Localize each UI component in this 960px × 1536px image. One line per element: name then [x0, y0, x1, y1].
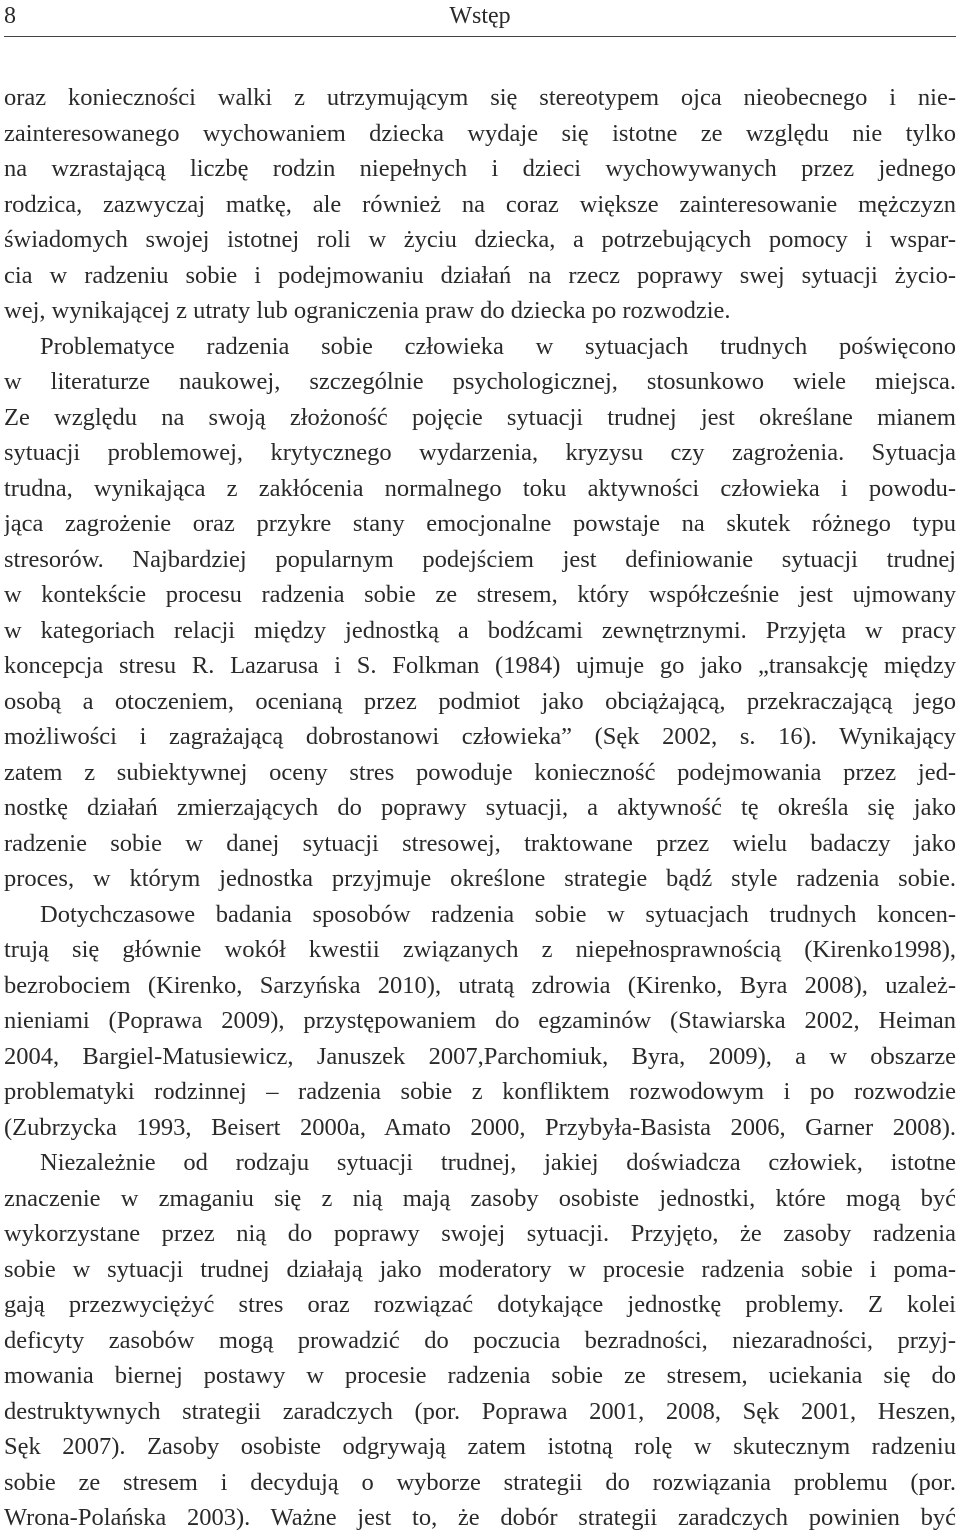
text-line: trudna, wynikająca z zakłócenia normalnego toku aktywności człowieka i powodu- — [4, 474, 956, 502]
text-line: cia w radzeniu sobie i podejmowaniu działań na rzecz poprawy swej sytuacji życio- — [4, 261, 956, 289]
text-line: problematyki rodzinnej – radzenia sobie z konfliktem rozwodowym i po rozwodzie — [4, 1078, 956, 1105]
text-line: wykorzystane przez nią do poprawy swojej sytuacji. Przyjęto, że zasoby radzenia — [4, 1220, 956, 1247]
text-line: wej, wynikającej z utraty lub ograniczenia praw do dziecka po rozwodzie. — [4, 297, 731, 324]
text-line: oraz konieczności walki z utrzymującym się stereotypem ojca nieobecnego i nie- — [4, 84, 956, 111]
text-line: sobie w sytuacji trudnej działają jako moderatory w procesie radzenia sobie i poma- — [4, 1255, 956, 1283]
text-line: mowania biernej postawy w procesie radzenia sobie ze stresem, uciekania się do — [4, 1362, 956, 1389]
text-line: Niezależnie od rodzaju sytuacji trudnej, jakiej doświadcza człowiek, istotne — [40, 1149, 956, 1176]
text-line: trują się głównie wokół kwestii związanych z niepełnosprawnością (Kirenko1998), — [4, 936, 956, 963]
text-line: proces, w którym jednostka przyjmuje określone strategie bądź style radzenia sobie. — [4, 865, 956, 892]
text-line: deficyty zasobów mogą prowadzić do poczucia bezradności, niezaradności, przyj- — [4, 1326, 956, 1354]
text-line: możliwości i zagrażającą dobrostanowi człowieka” (Sęk 2002, s. 16). Wynikający — [4, 723, 956, 750]
text-line: jąca zagrożenie oraz przykre stany emocjonalne powstaje na skutek różnego typu — [4, 510, 956, 537]
body-text — [4, 80, 956, 1536]
text-line: 2004, Bargiel-Matusiewicz, Januszek 2007,Parchomiuk, Byra, 2009), a w obszarze — [4, 1042, 956, 1070]
text-line: nieniami (Poprawa 2009), przystępowaniem do egzaminów (Stawiarska 2002, Heiman — [4, 1007, 956, 1034]
text-line: koncepcja stresu R. Lazarusa i S. Folkman (1984) ujmuje go jako „transakcję między — [4, 652, 956, 679]
text-line: świadomych swojej istotnej roli w życiu dziecka, a potrzebujących pomocy i wspar- — [4, 226, 956, 253]
running-head: Wstęp — [449, 3, 511, 29]
text-line: Sęk 2007). Zasoby osobiste odgrywają zatem istotną rolę w skutecznym radzeniu — [4, 1433, 956, 1460]
text-line: Dotychczasowe badania sposobów radzenia sobie w sytuacjach trudnych koncen- — [40, 900, 956, 928]
text-line: sytuacji problemowej, krytycznego wydarzenia, kryzysu czy zagrożenia. Sytuacja — [4, 439, 956, 466]
text-line: bezrobociem (Kirenko, Sarzyńska 2010), utratą zdrowia (Kirenko, Byra 2008), uzależ- — [4, 971, 956, 999]
text-line: stresorów. Najbardziej popularnym podejściem jest definiowanie sytuacji trudnej — [4, 545, 956, 573]
text-line: nostkę działań zmierzających do poprawy sytuacji, a aktywność tę określa się jako — [4, 794, 956, 821]
text-line: Wrona-Polańska 2003). Ważne jest to, że dobór strategii zaradczych powinien być — [4, 1504, 956, 1531]
text-line: osobą a otoczeniem, ocenianą przez podmiot jako obciążającą, przekraczającą jego — [4, 687, 956, 715]
text-line: na wzrastającą liczbę rodzin niepełnych i dzieci wychowywanych przez jednego — [4, 155, 956, 182]
text-line: znaczenie w zmaganiu się z nią mają zasoby osobiste jednostki, które mogą być — [4, 1184, 956, 1212]
text-line: gają przezwyciężyć stres oraz rozwiązać dotykające jednostkę problemy. Z kolei — [4, 1291, 956, 1318]
text-line: zainteresowanego wychowaniem dziecka wydaje się istotne ze względu nie tylko — [4, 119, 956, 147]
text-line: w literaturze naukowej, szczególnie psychologicznej, stosunkowo wiele miejsca. — [4, 368, 956, 395]
text-line: Problematyce radzenia sobie człowieka w sytuacjach trudnych poświęcono — [40, 332, 956, 360]
text-line: radzenie sobie w danej sytuacji stresowej, traktowane przez wielu badaczy jako — [4, 829, 956, 857]
text-line: (Zubrzycka 1993, Beisert 2000a, Amato 2000, Przybyła-Basista 2006, Garner 2008). — [4, 1113, 956, 1141]
text-line: sobie ze stresem i decydują o wyborze strategii do rozwiązania problemu (por. — [4, 1468, 956, 1496]
text-line: rodzica, zazwyczaj matkę, ale również na coraz większe zainteresowanie mężczyzn — [4, 190, 956, 218]
page-header — [0, 0, 960, 40]
text-line: Ze względu na swoją złożoność pojęcie sytuacji trudnej jest określane mianem — [4, 403, 956, 431]
text-line: w kontekście procesu radzenia sobie ze stresem, który współcześnie jest ujmowany — [4, 581, 956, 608]
page-number: 8 — [4, 3, 16, 29]
text-line: destruktywnych strategii zaradczych (por. Poprawa 2001, 2008, Sęk 2001, Heszen, — [4, 1397, 956, 1425]
text-line: zatem z subiektywnej oceny stres powoduje konieczność podejmowania przez jed- — [4, 758, 956, 786]
header-rule — [4, 36, 956, 37]
text-line: w kategoriach relacji między jednostką a bodźcami zewnętrznymi. Przyjęta w pracy — [4, 616, 956, 644]
